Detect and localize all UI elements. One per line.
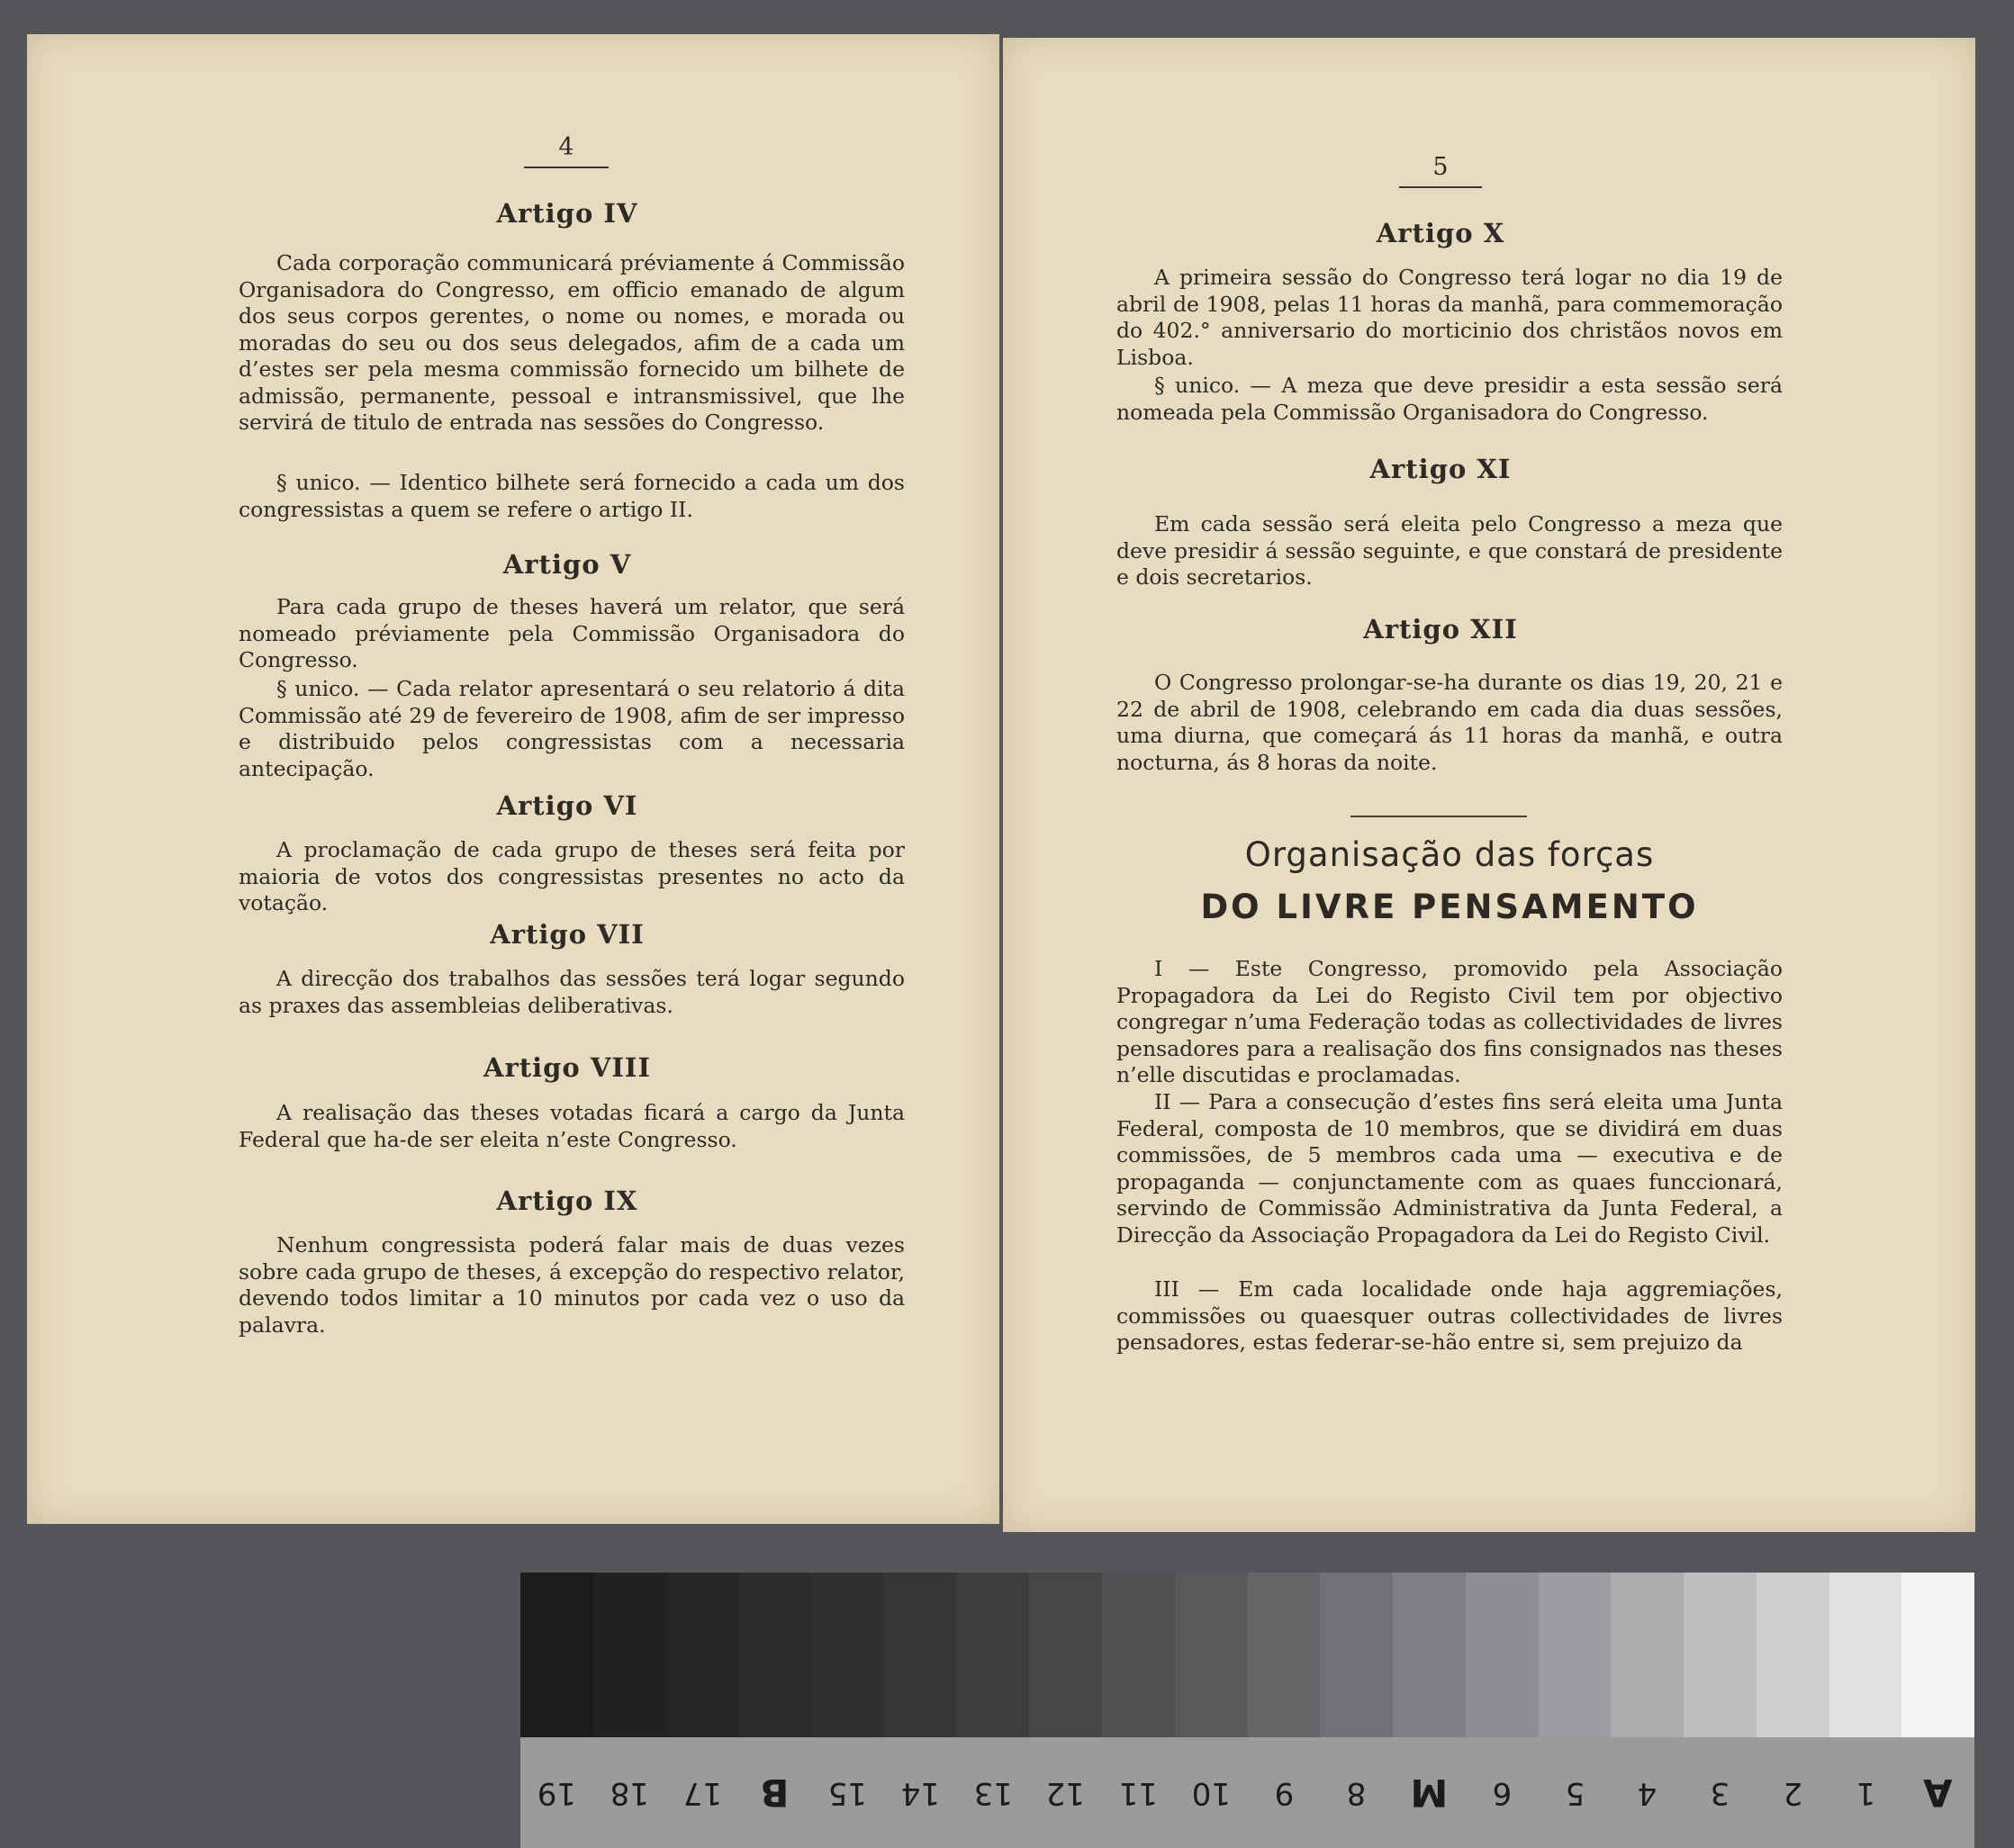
gray-swatch — [884, 1573, 957, 1737]
scale-label: 4 — [1637, 1774, 1657, 1811]
gray-swatch — [1684, 1573, 1757, 1737]
article-paragraph: A primeira sessão do Congresso terá logar no dia 19 de abril de 1908, pelas 11 horas da manhã, para commemoração do 402.° anniversario do morticinio dos christãos novos em Lisboa. — [1116, 265, 1783, 370]
article-paragraph: A direcção dos trabalhos das sessões terá logar segundo as praxes das assembleias deliberativas. — [239, 966, 905, 1018]
section-paragraph: III — Em cada localidade onde haja aggremiações, commissões ou quaesquer outras collectividades de livres pensadores, estas federar-se-hão entre si, sem prejuizo da — [1116, 1276, 1783, 1355]
scale-label: 9 — [1274, 1774, 1294, 1811]
gray-swatch — [1611, 1573, 1684, 1737]
section-title: Organisação das forças — [1244, 835, 1655, 874]
article-title: Artigo VIII — [483, 1052, 652, 1083]
scale-label: 1 — [1856, 1774, 1875, 1811]
gray-swatch — [1393, 1573, 1466, 1737]
scale-label: 19 — [537, 1774, 577, 1811]
scale-label: 17 — [682, 1774, 722, 1811]
article-paragraph: § unico. — A meza que deve presidir a esta sessão será nomeada pela Commissão Organisadora do Congresso. — [1116, 373, 1783, 425]
scale-label: 12 — [1046, 1774, 1086, 1811]
color-calibration-target — [520, 1573, 1974, 1848]
article-title: Artigo X — [1376, 218, 1505, 248]
gray-swatch — [738, 1573, 811, 1737]
gray-scale-labels — [520, 1737, 1974, 1848]
scale-label: 10 — [1191, 1774, 1231, 1811]
article-paragraph: A proclamação de cada grupo de theses será feita por maioria de votos dos congressistas presentes no acto da votação. — [239, 837, 905, 915]
gray-swatch — [1539, 1573, 1612, 1737]
article-title: Artigo XII — [1363, 614, 1518, 645]
gray-swatch — [1901, 1573, 1974, 1737]
gray-swatch — [957, 1573, 1030, 1737]
scale-label: 6 — [1492, 1774, 1512, 1811]
article-paragraph: § unico. — Cada relator apresentará o seu relatorio á dita Commissão até 29 de fevereiro de 1908, afim de ser impresso e distribuido pelos congressistas com a necessaria antecipação. — [239, 676, 905, 781]
article-title: Artigo IX — [496, 1185, 638, 1216]
gray-swatch — [1466, 1573, 1539, 1737]
page-number: 4 — [524, 133, 609, 168]
section-subtitle: DO LIVRE PENSAMENTO — [1200, 888, 1699, 926]
scale-label: 5 — [1565, 1774, 1585, 1811]
scale-label: 14 — [900, 1774, 940, 1811]
scale-label: 2 — [1783, 1774, 1802, 1811]
gray-swatch — [1320, 1573, 1393, 1737]
page-number: 5 — [1399, 153, 1482, 188]
scale-label: B — [760, 1771, 790, 1815]
gray-swatch — [1757, 1573, 1829, 1737]
article-title: Artigo V — [502, 549, 632, 580]
scale-label: 8 — [1346, 1774, 1367, 1811]
gray-swatch — [811, 1573, 884, 1737]
right-page — [1003, 38, 1975, 1532]
gray-swatch — [1248, 1573, 1321, 1737]
gray-swatch — [520, 1573, 593, 1737]
article-paragraph: Para cada grupo de theses haverá um relator, que será nomeado préviamente pela Commissão Organisadora do Congresso. — [239, 594, 905, 672]
gray-swatch — [1175, 1573, 1248, 1737]
gray-swatch — [1029, 1573, 1102, 1737]
scale-label: A — [1923, 1771, 1953, 1815]
scale-label: 15 — [827, 1774, 868, 1811]
gray-swatch — [1829, 1573, 1902, 1737]
article-title: Artigo XI — [1369, 454, 1512, 484]
article-paragraph: Nenhum congressista poderá falar mais de duas vezes sobre cada grupo de theses, á excepção do respectivo relator, devendo todos limitar a 10 minutos por cada vez o uso da palavra. — [239, 1232, 905, 1338]
article-paragraph: O Congresso prolongar-se-ha durante os dias 19, 20, 21 e 22 de abril de 1908, celebrando em cada dia duas sessões, uma diurna, que começará ás 11 horas da manhã, e outra nocturna, ás 8 horas da noite. — [1116, 670, 1783, 775]
article-paragraph: § unico. — Identico bilhete será fornecido a cada um dos congressistas a quem se refere o artigo II. — [239, 470, 905, 522]
scale-label: M — [1410, 1771, 1449, 1815]
scale-label: 18 — [610, 1774, 649, 1811]
gray-swatch-strip — [520, 1573, 1974, 1737]
scale-label: 13 — [973, 1774, 1013, 1811]
article-title: Artigo VI — [496, 790, 638, 821]
gray-swatch — [1102, 1573, 1175, 1737]
section-paragraph: I — Este Congresso, promovido pela Associação Propagadora da Lei do Registo Civil tem por objectivo congregar n’uma Federação todas as collectividades de livres pensadores para a realisação dos fins consignados nas theses n’elle discutidas e proclamadas. — [1116, 956, 1783, 1087]
gray-swatch — [666, 1573, 739, 1737]
article-paragraph: A realisação das theses votadas ficará a cargo da Junta Federal que ha-de ser eleita n’este Congresso. — [239, 1100, 905, 1152]
left-page — [27, 34, 999, 1524]
article-title: Artigo IV — [496, 198, 638, 229]
scale-label: 3 — [1710, 1774, 1730, 1811]
section-paragraph: II — Para a consecução d’estes fins será eleita uma Junta Federal, composta de 10 membros, que se dividirá em duas commissões, de 5 membros cada uma — executiva e de propaganda — conjunctamente com as quaes funccionará, servindo de Commissão Administrativa da Junta Federal, a Direcção da Associação Propagadora da Lei do Registo Civil. — [1116, 1089, 1783, 1248]
article-title: Artigo VII — [490, 919, 645, 950]
scale-label: 11 — [1118, 1774, 1159, 1811]
article-paragraph: Em cada sessão será eleita pelo Congresso a meza que deve presidir á sessão seguinte, e que constará de presidente e dois secretarios. — [1116, 511, 1783, 590]
gray-swatch — [593, 1573, 666, 1737]
section-divider — [1350, 816, 1527, 817]
article-paragraph: Cada corporação communicará préviamente á Commissão Organisadora do Congresso, em officio emanado de algum dos seus corpos gerentes, o nome ou nomes, e morada ou moradas do seu ou dos seus delegados, afim de a cada um d’estes ser pela mesma commissão fornecido um bilhete de admissão, permanente, pessoal e intransmissivel, que lhe servirá de titulo de entrada nas sessões do Congresso. — [239, 250, 905, 435]
